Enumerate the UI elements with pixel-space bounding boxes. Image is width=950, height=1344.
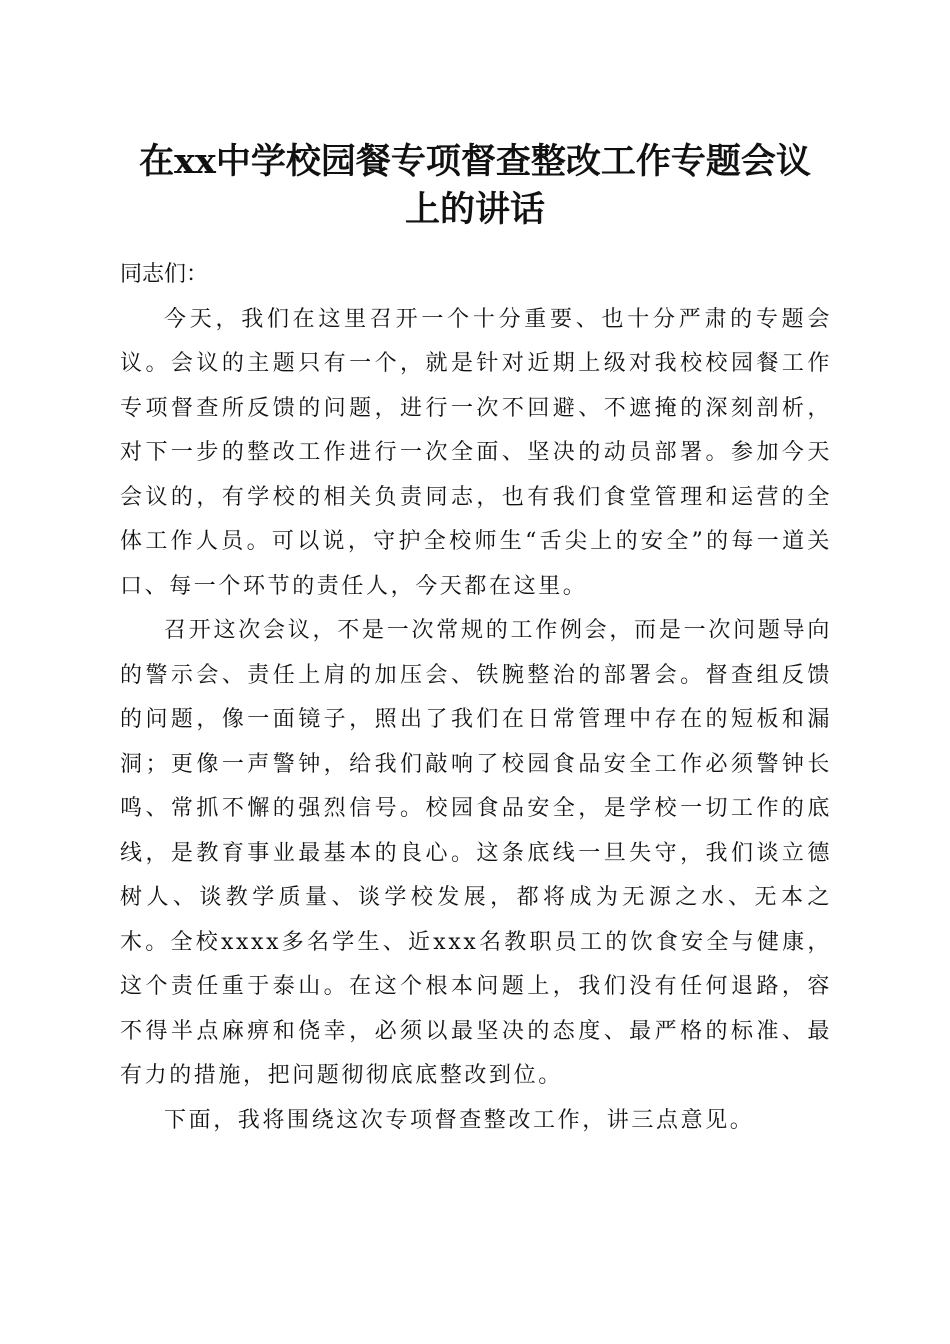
document-title: [110, 138, 840, 234]
document-body: [120, 253, 832, 1143]
title-line-2: 上的讲话: [404, 189, 545, 230]
salutation: 同志们：: [120, 262, 209, 287]
paragraph-1: 今天，我们在这里召开一个十分重要、也十分严肃的专题会议。会议的主题只有一个，就是针对近期上级对我校校园餐工作专项督查所反馈的问题，进行一次不回避、不遮掩的深刻剖析，对下一步的整改工作进行一次全面、坚决的动员部署。参加今天会议的，有学校的相关负责同志，也有我们食堂管理和运营的全体工作人员。可以说，守护全校师生“舌尖上的安全”的每一道关口、每一个环节的责任人，今天都在这里。: [120, 306, 832, 599]
title-line-1: 在xx中学校园餐专项督查整改工作专题会议: [139, 141, 811, 182]
paragraph-3: 下面，我将围绕这次专项督查整改工作，讲三点意见。: [164, 1107, 755, 1133]
paragraph-2: 召开这次会议，不是一次常规的工作例会，而是一次问题导向的警示会、责任上肩的加压会、铁腕整治的部署会。督查组反馈的问题，像一面镜子，照出了我们在日常管理中存在的短板和漏洞；更像一声警钟，给我们敲响了校园食品安全工作必须警钟长鸣、常抓不懈的强烈信号。校园食品安全，是学校一切工作的底线，是教育事业最基本的良心。这条底线一旦失守，我们谈立德树人、谈教学质量、谈学校发展，都将成为无源之水、无本之木。全校xxxx多名学生、近xxx名教职员工的饮食安全与健康，这个责任重于泰山。在这个根本问题上，我们没有任何退路，容不得半点麻痹和侥幸，必须以最坚决的态度、最严格的标准、最有力的措施，把问题彻彻底底整改到位。: [120, 618, 832, 1088]
